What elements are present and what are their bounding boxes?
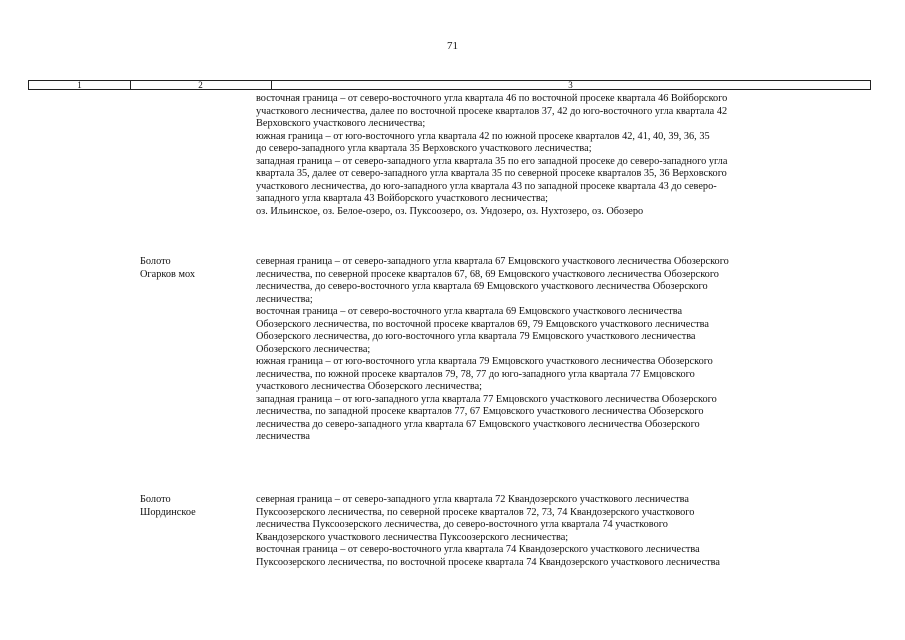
table-header-row: [28, 80, 871, 90]
text-line: Квандозерского участкового лесничества Пуксоозерского лесничества;: [256, 531, 569, 543]
text-line: западная граница – от северо-западного угла квартала 35 по его западной просеке до северо-западного угла: [256, 155, 728, 167]
text-line: восточная граница – от северо-восточного угла квартала 69 Емцовского участкового лесничества: [256, 306, 683, 317]
text-line: участкового лесничества Обозерского лесничества;: [256, 381, 483, 392]
page-number: 71: [447, 40, 458, 52]
text-line: лесничества, до северо-восточного угла квартала 69 Емцовского участкового лесничества Обозерского: [256, 281, 708, 292]
text-line: западного угла квартала 43 Войборского участкового лесничества;: [256, 193, 549, 204]
block3-description: [256, 494, 856, 569]
name-line: Болото: [140, 494, 171, 505]
text-line: участкового лесничества, до юго-западного угла квартала 43 по западной просеке квартала 43 до северо-: [256, 180, 717, 192]
block1-description: [256, 93, 856, 218]
header-column-3: 3: [568, 80, 573, 90]
text-line: квартала 35, далее от северо-западного угла квартала 35 по северной просеке кварталов 35, 36 Верховского: [256, 168, 727, 179]
text-line: до северо-западного угла квартала 35 Верховского участкового лесничества;: [256, 143, 592, 154]
name-line: Болото: [140, 256, 171, 267]
text-line: Обозерского лесничества, до юго-восточного угла квартала 79 Емцовского участкового лесничества: [256, 331, 696, 342]
text-line: лесничества до северо-западного угла квартала 67 Емцовского участкового лесничества Обозерского: [256, 418, 700, 430]
text-line: Пуксоозерского лесничества, по восточной просеке квартала 74 Квандозерского участкового лесничества: [256, 556, 720, 568]
text-line: Верховского участкового лесничества;: [256, 118, 426, 129]
text-line: северная граница – от северо-западного угла квартала 67 Емцовского участкового лесничества Обозерского: [256, 256, 729, 267]
text-line: восточная граница – от северо-восточного угла квартала 46 по восточной просеке квартала 46 Войборского: [256, 93, 728, 104]
text-line: северная граница – от северо-западного угла квартала 72 Квандозерского участкового лесничества: [256, 494, 689, 505]
text-line: лесничества, по северной просеке кварталов 67, 68, 69 Емцовского участкового лесничества Обозерского: [256, 268, 719, 280]
text-line: восточная граница – от северо-восточного угла квартала 74 Квандозерского участкового лесничества: [256, 544, 700, 555]
header-column-2: 2: [130, 81, 272, 89]
text-line: лесничества;: [256, 293, 313, 305]
text-line: южная граница – от юго-восточного угла квартала 42 по южной просеке кварталов 42, 41, 40, 39, 36, 35: [256, 130, 710, 142]
name-line: Шординское: [140, 506, 196, 518]
block2-name: [140, 256, 195, 281]
text-line: участкового лесничества, далее по восточной просеке кварталов 37, 42 до юго-восточного угла квартала 42: [256, 105, 728, 117]
header-column-1: 1: [29, 81, 131, 89]
text-line: оз. Ильинское, оз. Белое-озеро, оз. Пуксоозеро, оз. Ундозеро, оз. Нухтозеро, оз. Обозеро: [256, 205, 644, 217]
text-line: лесничества, по западной просеке кварталов 77, 67 Емцовского участкового лесничества Обозерского: [256, 406, 704, 417]
text-line: Обозерского лесничества, по восточной просеке кварталов 69, 79 Емцовского участкового лесничества: [256, 318, 709, 330]
text-line: западная граница – от юго-западного угла квартала 77 Емцовского участкового лесничества Обозерского: [256, 393, 717, 405]
text-line: Пуксоозерского лесничества, по северной просеке кварталов 72, 73, 74 Квандозерского участкового: [256, 506, 695, 518]
block3-name: [140, 494, 196, 519]
text-line: южная граница – от юго-восточного угла квартала 79 Емцовского участкового лесничества Обозерского: [256, 356, 713, 367]
name-line: Огарков мох: [140, 268, 195, 280]
text-line: лесничества Пуксоозерского лесничества, до северо-восточного угла квартала 74 участкового: [256, 519, 668, 530]
text-line: Обозерского лесничества;: [256, 343, 371, 355]
text-line: лесничества, по южной просеке кварталов 79, 78, 77 до юго-западного угла квартала 77 Емцовского: [256, 368, 695, 380]
block2-description: [256, 256, 856, 444]
text-line: лесничества: [256, 431, 310, 442]
